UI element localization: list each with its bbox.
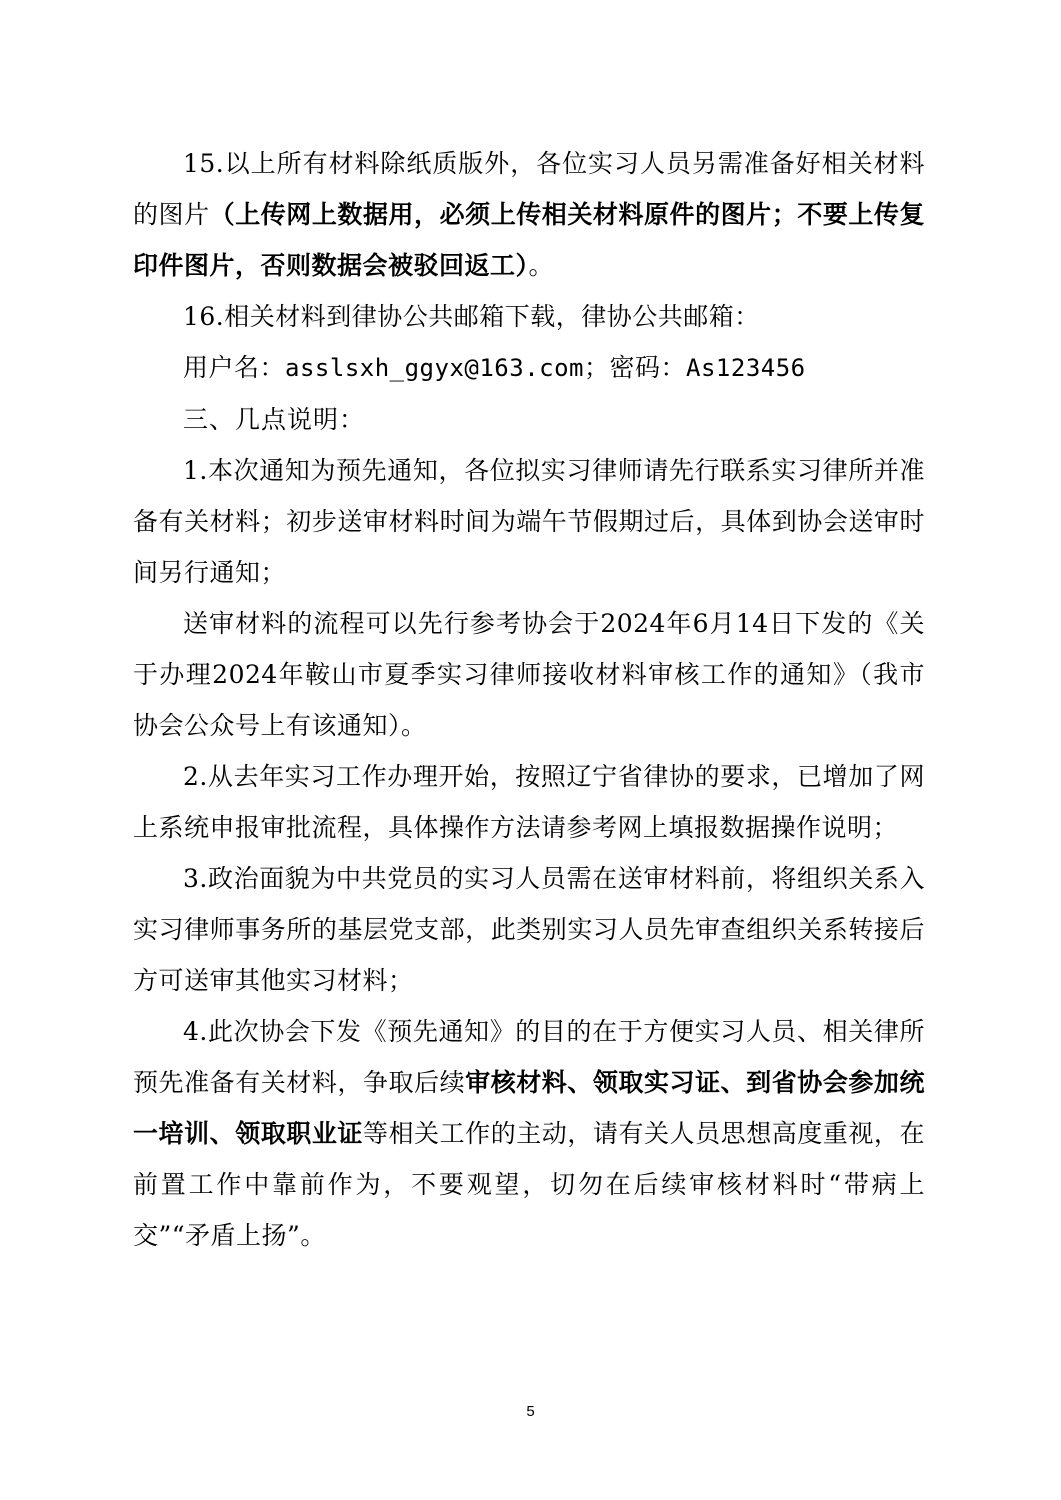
note-4 (133, 1006, 925, 1261)
credentials-separator: ； (584, 353, 610, 382)
note-4-end: 等相关工作的主动，请有关人员思想高度重视，在前置工作中靠前作为，不要观望，切勿在后续审核材料时“带病上交”“矛盾上扬”。 (133, 1119, 925, 1250)
note-1 (133, 445, 925, 598)
item-15-emphasis: （上传网上数据用，必须上传相关材料原件的图片；不要上传复印件图片，否则数据会被驳回返工） (133, 200, 925, 280)
note-1-text: 1.本次通知为预先通知，各位拟实习律师请先行联系实习律所并准备有关材料；初步送审材料时间为端午节假期过后，具体到协会送审时间另行通知； (133, 456, 925, 587)
note-1-continued-text: 送审材料的流程可以先行参考协会于2024年6月14日下发的《关于办理2024年鞍山市夏季实习律师接收材料审核工作的通知》（我市协会公众号上有该通知）。 (133, 609, 925, 740)
note-2-text: 2.从去年实习工作办理开始，按照辽宁省律协的要求，已增加了网上系统申报审批流程，具体操作方法请参考网上填报数据操作说明； (133, 762, 925, 842)
note-3 (133, 853, 925, 1006)
password-label: 密码： (609, 353, 687, 382)
note-4-emphasis: 审核材料、领取实习证、到省协会参加统一培训、领取职业证 (133, 1068, 925, 1148)
section-heading (133, 394, 925, 445)
page-number: 5 (526, 1403, 535, 1420)
password-value: As123456 (686, 354, 806, 382)
document-body (133, 138, 925, 1261)
note-1-continued (133, 598, 925, 751)
note-2 (133, 751, 925, 853)
username-label: 用户名： (183, 353, 286, 382)
paragraph-item-16 (133, 291, 925, 342)
section-heading-text: 三、几点说明： (183, 405, 366, 434)
username-value: asslsxh_ggyx@163.com (285, 354, 584, 382)
paragraph-item-15 (133, 138, 925, 291)
mailbox-credentials (133, 342, 925, 394)
item-15-end: 。 (528, 251, 555, 280)
item-16-text: 16.相关材料到律协公共邮箱下载，律协公共邮箱： (183, 302, 760, 331)
item-15-text: 15.以上所有材料除纸质版外，各位实习人员另需准备好相关材料的图片 (133, 149, 925, 229)
note-3-text: 3.政治面貌为中共党员的实习人员需在送审材料前，将组织关系入实习律师事务所的基层党支部，此类别实习人员先审查组织关系转接后方可送审其他实习材料； (133, 864, 925, 995)
note-4-text: 4.此次协会下发《预先通知》的目的在于方便实习人员、相关律所预先准备有关材料，争取后续 (133, 1017, 925, 1097)
